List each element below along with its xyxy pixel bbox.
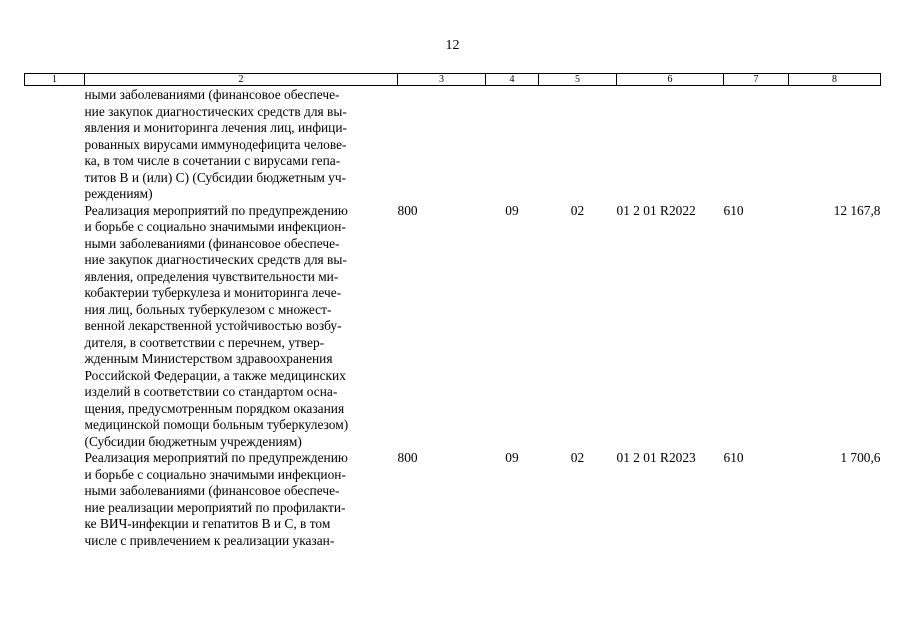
cell-section-col4: 09 bbox=[505, 202, 519, 218]
cell-description bbox=[85, 203, 398, 451]
cell-col1 bbox=[25, 203, 85, 451]
budget-table bbox=[24, 73, 881, 549]
cell-code-col3 bbox=[398, 86, 486, 203]
cell-target-article-col6: 01 2 01 R2023 bbox=[616, 450, 696, 465]
cell-col1 bbox=[25, 450, 85, 549]
column-header-7: 7 bbox=[724, 74, 789, 86]
cell-expense-type-col7: 610 bbox=[723, 202, 744, 218]
cell-section-col4 bbox=[486, 86, 539, 203]
description-text: Реализация мероприятий по предупреждению и борьбе с социально значимыми инфекцион- ными заболеваниями (финансовое обеспече- ние реализации мероприятий по профилакти- ке ВИЧ-инфекции и гепатитов B и C, в том числе с привлечением к реализации указан- bbox=[84, 450, 348, 548]
table-row bbox=[25, 203, 881, 451]
description-text: Реализация мероприятий по предупреждению и борьбе с социально значимыми инфекцион- ными заболеваниями (финансовое обеспече- ние закупок диагностических средств для вы- явления, определения чувствительности ми- кобактерии туберкулеза и мониторинга лече- ния лиц, больных туберкулезом с множест- венной лекарственной устойчивостью возбу- дителя, в соответствии с перечнем, утвер- жденным Министерством здравоохранения Российской Федерации, а также медицинских изделий в соответствии со стандартом осна- щения, предусмотренным порядком оказания медицинской помощи больным туберкулезом) (Субсидии бюджетным учреждениям) bbox=[84, 202, 349, 449]
cell-expense-type-col7: 610 bbox=[723, 450, 744, 465]
column-header-3: 3 bbox=[398, 74, 486, 86]
column-header-8: 8 bbox=[789, 74, 881, 86]
cell-amount-col8: 12 167,8 bbox=[833, 202, 881, 218]
cell-amount-col8 bbox=[789, 86, 881, 203]
cell-subsection-col5: 02 bbox=[570, 202, 585, 218]
description-text: ными заболеваниями (финансовое обеспече- ние закупок диагностических средств для вы- явления и мониторинга лечения лиц, инфици- рованных вирусами иммунодефицита челове- ка, в том числе в сочетании с вирусами гепа- титов B и (или) C) (Субсидии бюджетным уч- реждениям) bbox=[84, 87, 347, 201]
cell-subsection-col5 bbox=[539, 86, 617, 203]
cell-expense-type-col7 bbox=[724, 86, 789, 203]
column-header-2: 2 bbox=[85, 74, 398, 86]
table-row bbox=[25, 86, 881, 203]
cell-target-article-col6: 01 2 01 R2022 bbox=[616, 202, 696, 218]
cell-code-col3: 800 bbox=[397, 202, 418, 218]
column-header-4: 4 bbox=[486, 74, 539, 86]
column-header-1: 1 bbox=[25, 74, 85, 86]
cell-amount-col8: 1 700,6 bbox=[840, 450, 881, 465]
cell-code-col3: 800 bbox=[397, 450, 418, 465]
table-row bbox=[25, 450, 881, 549]
cell-section-col4: 09 bbox=[505, 450, 519, 465]
cell-description bbox=[85, 450, 398, 549]
cell-col1 bbox=[25, 86, 85, 203]
column-number-header bbox=[25, 74, 881, 86]
cell-description bbox=[85, 86, 398, 203]
column-header-6: 6 bbox=[617, 74, 724, 86]
cell-subsection-col5: 02 bbox=[570, 450, 585, 465]
page-number: 12 bbox=[445, 38, 460, 53]
cell-target-article-col6 bbox=[617, 86, 724, 203]
column-header-5: 5 bbox=[539, 74, 617, 86]
